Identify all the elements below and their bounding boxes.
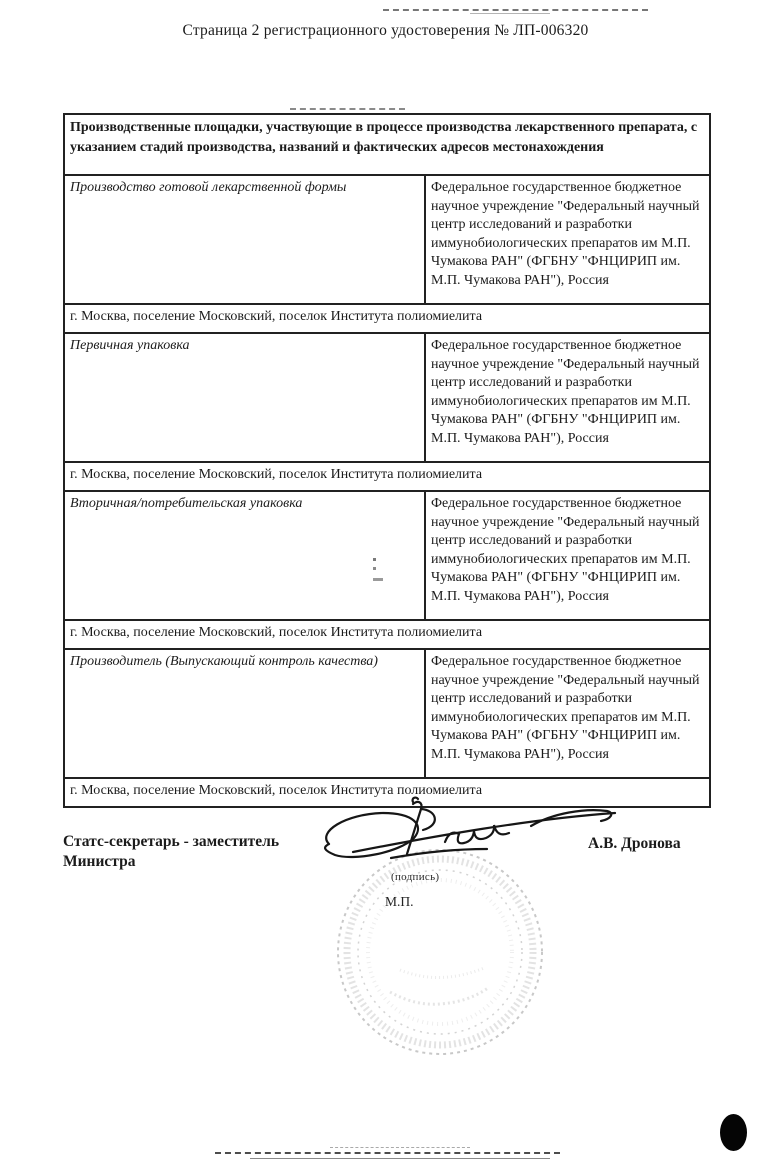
page-title: Страница 2 регистрационного удостоверения № ЛП-006320 [182, 22, 589, 39]
signature-caption: (подпись) [391, 871, 440, 883]
address-cell: г. Москва, поселение Московский, поселок Института полиомиелита [64, 778, 710, 807]
production-sites-table [63, 113, 711, 808]
signer-position-title: Статс-секретарь - заместитель Министра [63, 833, 280, 870]
stage-cell: Производитель (Выпускающий контроль качества) [64, 649, 425, 778]
stage-cell: Производство готовой лекарственной формы [64, 175, 425, 304]
address-cell: г. Москва, поселение Московский, поселок Института полиомиелита [64, 620, 710, 649]
stage-cell: Первичная упаковка [64, 333, 425, 462]
table-row [64, 333, 710, 462]
organization-cell: Федеральное государственное бюджетное научное учреждение "Федеральный научный центр исследований и разработки иммунобиологических препаратов им М.П. Чумакова РАН" (ФГБНУ "ФНЦИРИП им. М.П. Чумакова РАН"), Россия [425, 649, 710, 778]
handwritten-signature [295, 792, 625, 877]
stage-cell: Вторичная/потребительская упаковка [64, 491, 425, 620]
address-cell: г. Москва, поселение Московский, поселок Института полиомиелита [64, 304, 710, 333]
punch-hole-dot [720, 1114, 747, 1151]
address-cell: г. Москва, поселение Московский, поселок Института полиомиелита [64, 462, 710, 491]
scan-artifact-above-table [290, 108, 405, 110]
table-address-row [64, 304, 710, 333]
scan-artifact-bottom-line [215, 1152, 560, 1154]
table-row [64, 649, 710, 778]
table-row [64, 491, 710, 620]
table-address-row [64, 620, 710, 649]
table-row [64, 175, 710, 304]
stamp-caption: М.П. [385, 894, 414, 909]
scan-artifact-top-line [470, 13, 550, 14]
scan-artifact-bottom-line [250, 1158, 550, 1159]
table-header-row [64, 114, 710, 175]
organization-cell: Федеральное государственное бюджетное научное учреждение "Федеральный научный центр исследований и разработки иммунобиологических препаратов им М.П. Чумакова РАН" (ФГБНУ "ФНЦИРИП им. М.П. Чумакова РАН"), Россия [425, 491, 710, 620]
table-header: Производственные площадки, участвующие в процессе производства лекарственного препарата, с указанием стадий производства, названий и фактических адресов местонахождения [64, 114, 710, 175]
table-address-row [64, 462, 710, 491]
scan-artifact-bottom-dashes [330, 1147, 470, 1148]
scan-artifact-top-dashes [383, 9, 648, 11]
organization-cell: Федеральное государственное бюджетное научное учреждение "Федеральный научный центр исследований и разработки иммунобиологических препаратов им М.П. Чумакова РАН" (ФГБНУ "ФНЦИРИП им. М.П. Чумакова РАН"), Россия [425, 175, 710, 304]
organization-cell: Федеральное государственное бюджетное научное учреждение "Федеральный научный центр исследований и разработки иммунобиологических препаратов им М.П. Чумакова РАН" (ФГБНУ "ФНЦИРИП им. М.П. Чумакова РАН"), Россия [425, 333, 710, 462]
signer-name: А.В. Дронова [588, 835, 681, 852]
